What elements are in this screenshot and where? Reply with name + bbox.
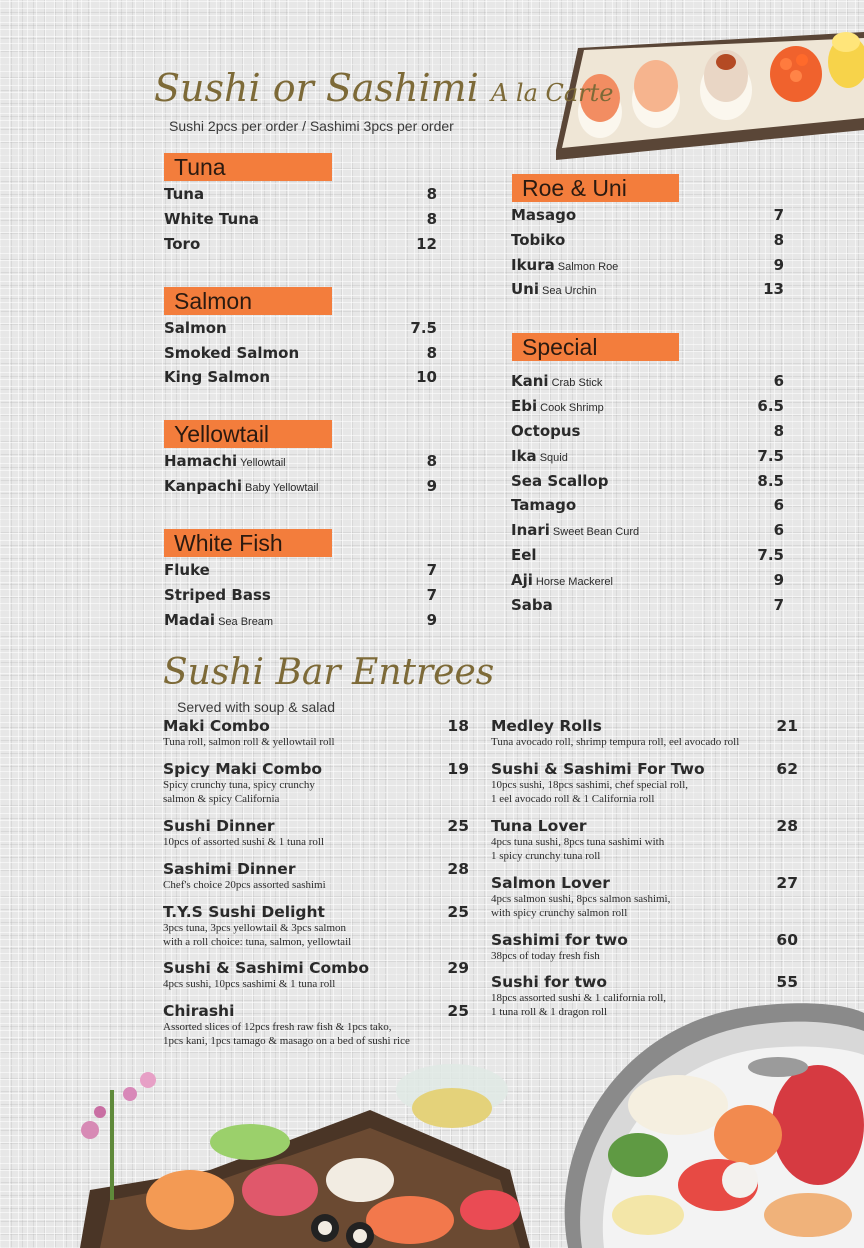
menu-item: Kanpachi Baby Yellowtail 9	[164, 477, 437, 495]
title-main: Sushi or Sashimi	[154, 66, 479, 110]
entree-item: Sushi Dinner 25 10pcs of assorted sushi & 1 tuna roll	[163, 817, 469, 848]
menu-item: Fluke 7	[164, 561, 437, 579]
menu-item: Smoked Salmon 8	[164, 344, 437, 362]
entree-item: Sashimi for two 60 38pcs of today fresh fish	[491, 931, 798, 962]
menu-item: Madai Sea Bream 9	[164, 611, 437, 629]
category-salmon: Salmon	[164, 287, 332, 315]
menu-item: Tobiko 8	[511, 231, 784, 249]
menu-item: Aji Horse Mackerel 9	[511, 571, 784, 589]
menu-item: Kani Crab Stick 6	[511, 372, 784, 390]
entree-item: Sushi & Sashimi For Two 62 10pcs sushi, 18pcs sashimi, chef special roll, 1 eel avocado roll & 1 California roll	[491, 760, 798, 805]
menu-item: Striped Bass 7	[164, 586, 437, 604]
page-subtitle: Sushi 2pcs per order / Sashimi 3pcs per order	[169, 118, 454, 134]
entree-item: Salmon Lover 27 4pcs salmon sushi, 8pcs salmon sashimi, with spicy crunchy salmon roll	[491, 874, 798, 919]
entree-item: T.Y.S Sushi Delight 25 3pcs tuna, 3pcs yellowtail & 3pcs salmon with a roll choice: tuna, salmon, yellowtail	[163, 903, 469, 948]
entree-item: Medley Rolls 21 Tuna avocado roll, shrimp tempura roll, eel avocado roll	[491, 717, 798, 748]
menu-item: Ebi Cook Shrimp 6.5	[511, 397, 784, 415]
menu-item: Hamachi Yellowtail 8	[164, 452, 437, 470]
menu-item: King Salmon 10	[164, 368, 437, 386]
menu-item: Masago 7	[511, 206, 784, 224]
menu-item: Saba 7	[511, 596, 784, 614]
menu-item: Inari Sweet Bean Curd 6	[511, 521, 784, 539]
category-roe-uni: Roe & Uni	[512, 174, 679, 202]
menu-item: Toro 12	[164, 235, 437, 253]
menu-item: Uni Sea Urchin 13	[511, 280, 784, 298]
entree-item: Spicy Maki Combo 19 Spicy crunchy tuna, spicy crunchy salmon & spicy California	[163, 760, 469, 805]
category-tuna: Tuna	[164, 153, 332, 181]
menu-item: Ikura Salmon Roe 9	[511, 256, 784, 274]
sashimi-plate-photo	[548, 985, 864, 1248]
entree-item: Chirashi 25 Assorted slices of 12pcs fresh raw fish & 1pcs tako, 1pcs kani, 1pcs tamago & masago on a bed of sushi rice	[163, 1002, 469, 1047]
menu-item: Salmon 7.5	[164, 319, 437, 337]
menu-item: Eel 7.5	[511, 546, 784, 564]
entree-item: Sushi for two 55 18pcs assorted sushi & 1 california roll, 1 tuna roll & 1 dragon roll	[491, 973, 798, 1018]
menu-item: Octopus 8	[511, 422, 784, 440]
category-white-fish: White Fish	[164, 529, 332, 557]
sushi-boat-photo	[70, 1050, 530, 1248]
entrees-subtitle: Served with soup & salad	[177, 699, 335, 715]
menu-item: Ika Squid 7.5	[511, 447, 784, 465]
category-yellowtail: Yellowtail	[164, 420, 332, 448]
menu-item: Tuna 8	[164, 185, 437, 203]
entree-item: Sashimi Dinner 28 Chef's choice 20pcs assorted sashimi	[163, 860, 469, 891]
entrees-title: Sushi Bar Entrees	[163, 652, 495, 693]
entree-item: Sushi & Sashimi Combo 29 4pcs sushi, 10pcs sashimi & 1 tuna roll	[163, 959, 469, 990]
menu-item: Tamago 6	[511, 496, 784, 514]
menu-item: Sea Scallop 8.5	[511, 472, 784, 490]
entree-item: Tuna Lover 28 4pcs tuna sushi, 8pcs tuna sashimi with 1 spicy crunchy tuna roll	[491, 817, 798, 862]
title-sub: A la Carte	[490, 79, 614, 107]
page-title	[154, 66, 614, 110]
category-special: Special	[512, 333, 679, 361]
entree-item: Maki Combo 18 Tuna roll, salmon roll & yellowtail roll	[163, 717, 469, 748]
menu-item: White Tuna 8	[164, 210, 437, 228]
